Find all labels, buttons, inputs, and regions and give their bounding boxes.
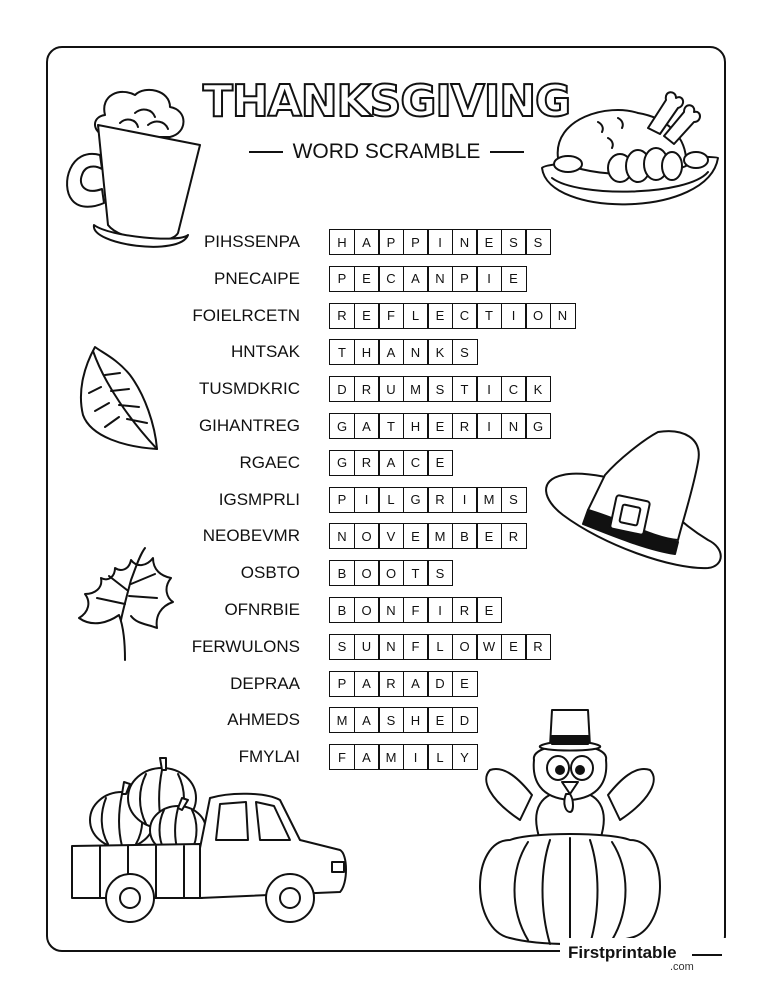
word-row [0,707,773,733]
letter-box: S [427,560,453,586]
scrambled-word: RGAEC [239,452,300,472]
word-row [0,229,773,255]
answer-word [329,450,453,476]
turkey-in-pumpkin-illustration [470,700,670,950]
letter-box: B [329,560,355,586]
letter-box: U [354,634,380,660]
letter-box: A [354,707,380,733]
answer-boxes [329,671,478,697]
letter-box: D [329,376,355,402]
letter-box: H [354,339,380,365]
letter-box: B [452,523,478,549]
word-row [0,744,773,770]
word-row [0,634,773,660]
scrambled-word: DEPRAA [230,673,300,693]
letter-box: M [427,523,453,549]
letter-box: I [354,487,380,513]
answer-boxes [329,413,551,439]
letter-box: K [525,376,551,402]
brand-tld: .com [670,961,694,973]
letter-box: A [378,339,404,365]
answer-boxes [329,634,551,660]
letter-box: M [476,487,502,513]
scrambled-word: PIHSSENPA [203,232,300,251]
letter-box: E [427,413,453,439]
letter-box: E [452,671,478,697]
letter-box: H [403,413,429,439]
letter-box: E [403,523,429,549]
letter-box: A [403,671,429,697]
answer-boxes [329,229,551,255]
letter-box: F [329,744,355,770]
letter-box: N [452,229,478,255]
letter-box: F [403,597,429,623]
answer-boxes [329,560,453,586]
letter-box: G [403,487,429,513]
scrambled-word: GIHANTREG [198,416,300,435]
letter-box: S [452,339,478,365]
word-row [0,413,773,439]
letter-box: G [525,413,551,439]
letter-box: H [403,707,429,733]
letter-box: T [378,413,404,439]
letter-box: R [378,671,404,697]
letter-box: I [452,487,478,513]
letter-box: C [378,266,404,292]
letter-box: G [329,413,355,439]
letter-box: O [354,560,380,586]
brand-logo [560,938,740,978]
letter-box: E [501,634,527,660]
brand-name: Firstprintable [568,943,677,962]
letter-box: P [329,266,355,292]
word-row [0,303,773,329]
answer-boxes [329,487,527,513]
brand-underline [692,954,722,956]
letter-box: O [452,634,478,660]
letter-box: P [403,229,429,255]
letter-box: R [427,487,453,513]
letter-box: P [452,266,478,292]
letter-box: V [378,523,404,549]
letter-box: O [525,303,551,329]
scrambled-word: FOIELRCETN [192,305,300,325]
letter-box: K [427,339,453,365]
letter-box: A [378,450,404,476]
page-title: THANKSGIVING [202,76,571,127]
letter-box: I [476,266,502,292]
letter-box: W [476,634,502,660]
letter-box: A [403,266,429,292]
answer-word [329,303,576,329]
answer-word [329,339,478,365]
letter-box: F [403,634,429,660]
scrambled-word: NEOBEVMR [202,526,300,546]
letter-box: P [378,229,404,255]
letter-box: N [378,597,404,623]
letter-box: R [501,523,527,549]
letter-box: G [329,450,355,476]
scrambled-word: TUSMDKRIC [198,379,300,399]
letter-box: N [501,413,527,439]
word-row [0,339,773,365]
scrambled-word: IGSMPRLI [218,489,300,509]
letter-box: S [427,376,453,402]
letter-box: L [403,303,429,329]
letter-box: P [329,671,355,697]
answer-word [329,376,551,402]
letter-box: D [452,707,478,733]
letter-box: I [476,413,502,439]
letter-box: L [427,744,453,770]
scrambled-word: FERWULONS [191,636,300,656]
answer-boxes [329,266,527,292]
letter-box: L [427,634,453,660]
pumpkin-truck-illustration [70,758,350,933]
letter-box: S [378,707,404,733]
letter-box: P [329,487,355,513]
letter-box: E [476,523,502,549]
letter-box: R [452,597,478,623]
word-row [0,560,773,586]
letter-box: Y [452,744,478,770]
scrambled-word: OSBTO [240,563,300,583]
letter-box: F [378,303,404,329]
subtitle-right-dash [490,151,524,153]
letter-box: E [501,266,527,292]
letter-box: N [427,266,453,292]
letter-box: I [403,744,429,770]
answer-boxes [329,376,551,402]
answer-word [329,487,527,513]
answer-boxes [329,707,478,733]
answer-boxes [329,450,453,476]
letter-box: U [378,376,404,402]
letter-box: E [476,229,502,255]
answer-boxes [329,597,502,623]
letter-box: I [427,597,453,623]
answer-word [329,671,478,697]
answer-word [329,634,551,660]
letter-box: O [378,560,404,586]
letter-box: R [354,450,380,476]
letter-box: I [476,376,502,402]
word-row [0,671,773,697]
letter-box: S [501,487,527,513]
letter-box: R [354,376,380,402]
letter-box: S [525,229,551,255]
answer-word [329,744,478,770]
letter-box: I [501,303,527,329]
letter-box: M [329,707,355,733]
answer-boxes [329,339,478,365]
letter-box: O [354,597,380,623]
word-row [0,597,773,623]
letter-box: R [452,413,478,439]
answer-word [329,229,551,255]
letter-box: T [476,303,502,329]
letter-box: T [452,376,478,402]
letter-box: T [329,339,355,365]
roast-turkey-illustration [538,88,723,223]
scrambled-word: HNTSAK [231,342,300,362]
letter-box: S [501,229,527,255]
letter-box: C [452,303,478,329]
letter-box: E [354,303,380,329]
letter-box: R [329,303,355,329]
letter-box: D [427,671,453,697]
answer-word [329,597,502,623]
letter-box: C [403,450,429,476]
letter-box: A [354,413,380,439]
letter-box: N [403,339,429,365]
answer-word [329,523,527,549]
subtitle-text: WORD SCRAMBLE [292,140,481,163]
letter-box: E [427,707,453,733]
letter-box: R [525,634,551,660]
letter-box: E [427,450,453,476]
letter-box: S [329,634,355,660]
answer-boxes [329,523,527,549]
letter-box: N [378,634,404,660]
answer-word [329,266,527,292]
letter-box: M [403,376,429,402]
letter-box: B [329,597,355,623]
letter-box: M [378,744,404,770]
letter-box: N [329,523,355,549]
word-row [0,266,773,292]
letter-box: N [550,303,576,329]
letter-box: A [354,744,380,770]
letter-box: E [427,303,453,329]
answer-word [329,413,551,439]
letter-box: E [354,266,380,292]
answer-boxes [329,303,576,329]
word-row [0,450,773,476]
letter-box: E [476,597,502,623]
letter-box: H [329,229,355,255]
answer-word [329,560,453,586]
word-row [0,523,773,549]
letter-box: A [354,671,380,697]
scrambled-word: PNECAIPE [214,268,300,288]
letter-box: T [403,560,429,586]
scrambled-word: AHMEDS [227,710,300,730]
answer-boxes [329,744,478,770]
letter-box: A [354,229,380,255]
letter-box: I [427,229,453,255]
letter-box: C [501,376,527,402]
word-row [0,487,773,513]
scrambled-word: FMYLAI [238,747,300,767]
scrambled-word: OFNRBIE [224,600,300,619]
letter-box: L [378,487,404,513]
letter-box: O [354,523,380,549]
word-row [0,376,773,402]
subtitle-left-dash [249,151,283,153]
answer-word [329,707,478,733]
